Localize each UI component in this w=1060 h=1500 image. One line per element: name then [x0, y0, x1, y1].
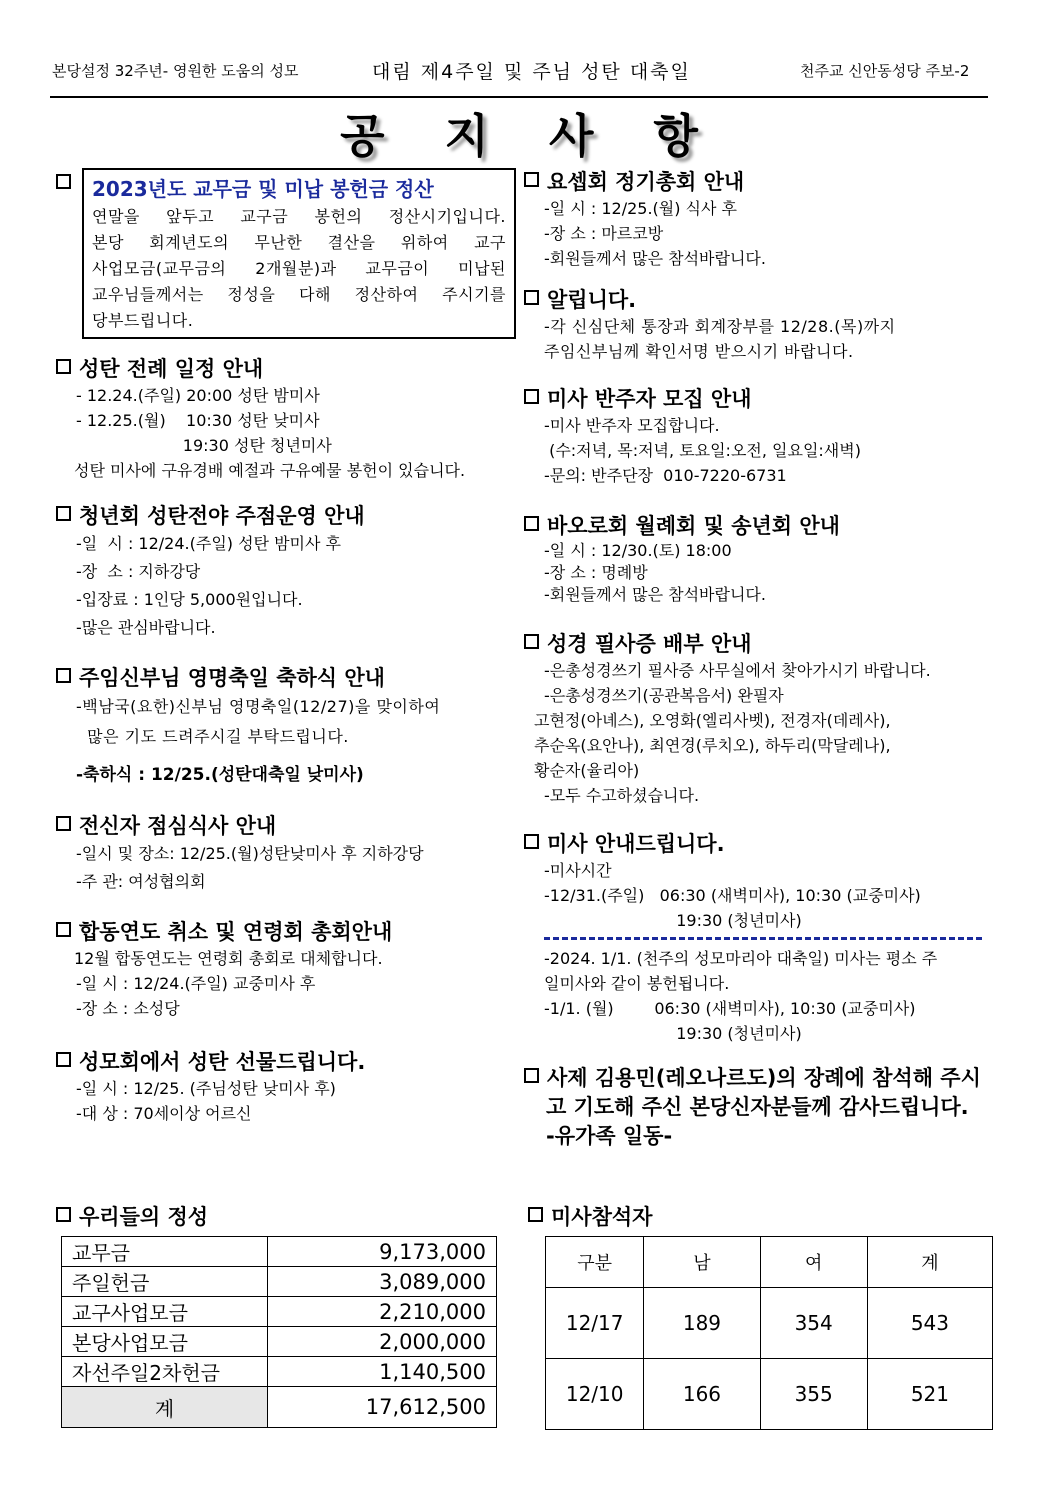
- section-line: -주 관: 여성협의회: [76, 872, 206, 891]
- right-column: [524, 168, 984, 1151]
- announcement-section: [524, 286, 984, 364]
- table-header-row: [546, 1237, 993, 1288]
- section-line: -장 소 : 마르코방: [544, 224, 664, 243]
- condolence-notice: [524, 1064, 984, 1151]
- section-line: -장 소 : 지하강당: [76, 562, 201, 581]
- section-line: -각 신심단체 통장과 회계장부를 12/28.(목)까지: [544, 317, 896, 336]
- dues-line: 연말을 앞두고 교구금 봉헌의 정산시기입니다.: [92, 207, 506, 226]
- section-title: 알립니다.: [547, 288, 637, 312]
- section-line: -일 시 : 12/24.(주일) 성탄 밤미사 후: [76, 534, 342, 553]
- checkbox-icon: [56, 816, 71, 831]
- section-line: -미사시간: [544, 861, 612, 880]
- section-title: 성탄 전례 일정 안내: [79, 357, 264, 381]
- checkbox-icon: [524, 834, 539, 849]
- section-line: -2024. 1/1. (천주의 성모마리아 대축일) 미사는 평소 주: [544, 949, 938, 968]
- table-row: [62, 1267, 497, 1297]
- dues-line: 당부드립니다.: [92, 311, 194, 330]
- section-line: 고현정(아녜스), 오영화(엘리사벳), 전경자(데레사),: [534, 711, 891, 730]
- table-cell: 521: [867, 1359, 992, 1430]
- table-cell: 12/17: [546, 1288, 644, 1359]
- dashed-divider: [544, 937, 982, 940]
- table-row: [546, 1359, 993, 1430]
- dues-box: [82, 168, 516, 339]
- section-title: 전신자 점심식사 안내: [79, 814, 277, 838]
- attendance-table: [545, 1236, 993, 1430]
- checkbox-icon: [524, 389, 539, 404]
- section-line: -문의: 반주단장 010-7220-6731: [544, 466, 787, 485]
- total-value: 17,612,500: [268, 1387, 497, 1428]
- section-line: -일 시 : 12/25.(월) 식사 후: [544, 199, 738, 218]
- section-line: 12월 합동연도는 연령회 총회로 대체합니다.: [74, 949, 383, 968]
- offerings-heading: [56, 1203, 208, 1231]
- section-line: -미사 반주자 모집합니다.: [544, 416, 720, 435]
- table-row: [62, 1357, 497, 1387]
- section-line: 19:30 성탄 청년미사: [76, 436, 332, 455]
- column-header: 구분: [546, 1237, 644, 1288]
- page-title: 공 지 사 항: [340, 109, 720, 163]
- header-center: 대림 제4주일 및 주님 성탄 대축일: [372, 61, 691, 83]
- section-line: -장 소 : 명례방: [544, 563, 648, 582]
- table-row: [62, 1297, 497, 1327]
- section-line: 많은 기도 드려주시길 부탁드립니다.: [76, 727, 349, 746]
- table-row: [546, 1288, 993, 1359]
- section-title: 미사 반주자 모집 안내: [547, 387, 752, 411]
- table-cell: 166: [644, 1359, 760, 1430]
- table-cell: 354: [760, 1288, 867, 1359]
- paul-section: [524, 512, 984, 606]
- section-line: -일 시 : 12/30.(토) 18:00: [544, 541, 732, 560]
- section-line: 성탄 미사에 구유경배 예절과 구유예물 봉헌이 있습니다.: [74, 461, 466, 480]
- section-title: 청년회 성탄전야 주점운영 안내: [79, 504, 365, 528]
- table-row: [62, 1237, 497, 1267]
- gift-section: [56, 1048, 516, 1126]
- section-line: -회원들께서 많은 참석바랍니다.: [544, 585, 766, 604]
- checkbox-icon: [524, 172, 539, 187]
- youth-pub-section: [56, 502, 516, 642]
- row-label: 본당사업모금: [62, 1327, 268, 1357]
- column-header: 여: [760, 1237, 867, 1288]
- header-left: 본당설정 32주년- 영원한 도움의 성모: [52, 62, 299, 80]
- table-cell: 543: [867, 1288, 992, 1359]
- section-line: 일미사와 같이 봉헌됩니다.: [544, 974, 730, 993]
- column-header: 계: [867, 1237, 992, 1288]
- section-line: 추순옥(요안나), 최연경(루치오), 하두리(막달레나),: [534, 736, 891, 755]
- section-title: 성경 필사증 배부 안내: [547, 632, 752, 656]
- section-line: -일시 및 장소: 12/25.(월)성탄낮미사 후 지하강당: [76, 844, 424, 863]
- checkbox-icon: [56, 668, 71, 683]
- section-line: 19:30 (청년미사): [544, 911, 802, 930]
- table-cell: 12/10: [546, 1359, 644, 1430]
- checkbox-icon: [528, 1207, 543, 1222]
- section-title: 성모회에서 성탄 선물드립니다.: [79, 1050, 366, 1074]
- row-value: 1,140,500: [268, 1357, 497, 1387]
- section-line: -은총성경쓰기 필사증 사무실에서 찾아가시기 바랍니다.: [544, 661, 931, 680]
- notice-line: 사제 김용민(레오나르도)의 장례에 참석해 주시: [547, 1066, 981, 1090]
- header-rule: [50, 96, 988, 98]
- section-line: -대 상 : 70세이상 어르신: [76, 1104, 252, 1123]
- lunch-section: [56, 812, 516, 896]
- checkbox-icon: [56, 506, 71, 521]
- section-line: -입장료 : 1인당 5,000원입니다.: [76, 590, 303, 609]
- section-title: 요셉회 정기총회 안내: [547, 170, 745, 194]
- section-line: -일 시 : 12/24.(주일) 교중미사 후: [76, 974, 316, 993]
- section-line: (수:저녁, 목:저녁, 토요일:오전, 일요일:새벽): [544, 441, 861, 460]
- column-header: 남: [644, 1237, 760, 1288]
- section-line: 주임신부님께 확인서명 받으시기 바랍니다.: [544, 342, 854, 361]
- checkbox-icon: [56, 1207, 71, 1222]
- christmas-liturgy-section: [56, 355, 516, 483]
- section-line: -은총성경쓰기(공관복음서) 완필자: [544, 686, 784, 705]
- notice-line: 고 기도해 주신 본당신자분들께 감사드립니다.: [546, 1095, 969, 1119]
- checkbox-icon: [56, 922, 71, 937]
- row-value: 9,173,000: [268, 1237, 497, 1267]
- total-row: [62, 1387, 497, 1428]
- checkbox-icon: [524, 634, 539, 649]
- dues-line: 사업모금(교무금의 2개월분)과 교무금이 미납된: [92, 259, 506, 278]
- section-line: -많은 관심바랍니다.: [76, 618, 216, 637]
- section-line: -장 소 : 소성당: [76, 999, 180, 1018]
- checkbox-icon: [524, 516, 539, 531]
- checkbox-icon: [524, 1068, 539, 1083]
- dues-line: 교우님들께서는 정성을 다해 정산하여 주시기를: [92, 285, 506, 304]
- section-title: 미사 안내드립니다.: [547, 832, 725, 856]
- section-bold-line: -축하식 : 12/25.(성탄대축일 낮미사): [76, 765, 364, 785]
- checkbox-icon: [56, 359, 71, 374]
- section-title: 합동연도 취소 및 연령회 총회안내: [79, 920, 393, 944]
- row-label: 주일헌금: [62, 1267, 268, 1297]
- mass-section: [524, 830, 984, 1046]
- dues-notice: [56, 168, 516, 336]
- section-title: 주임신부님 영명축일 축하식 안내: [79, 666, 385, 690]
- notice-line: -유가족 일동-: [546, 1124, 673, 1148]
- row-value: 2,210,000: [268, 1297, 497, 1327]
- section-line: -일 시 : 12/25. (주님성탄 낮미사 후): [76, 1079, 336, 1098]
- left-column: [56, 168, 516, 1126]
- section-line: -12/31.(주일) 06:30 (새벽미사), 10:30 (교중미사): [544, 886, 921, 905]
- memorial-section: [56, 918, 516, 1021]
- dues-line: 본당 회계년도의 무난한 결산을 위하여 교구: [92, 233, 506, 252]
- row-value: 2,000,000: [268, 1327, 497, 1357]
- checkbox-icon: [524, 290, 539, 305]
- total-label: 계: [62, 1387, 268, 1428]
- section-line: -회원들께서 많은 참석바랍니다.: [544, 249, 766, 268]
- accompanist-section: [524, 385, 984, 488]
- section-line: -모두 수고하셨습니다.: [544, 786, 700, 805]
- offerings-title: 우리들의 정성: [79, 1205, 209, 1229]
- table-cell: 189: [644, 1288, 760, 1359]
- section-line: - 12.25.(월) 10:30 성탄 낮미사: [76, 411, 320, 430]
- section-line: 황순자(율리아): [534, 761, 640, 780]
- row-value: 3,089,000: [268, 1267, 497, 1297]
- joseph-section: [524, 168, 984, 271]
- section-title: 바오로회 월례회 및 송년회 안내: [547, 514, 840, 538]
- section-line: 19:30 (청년미사): [544, 1024, 802, 1043]
- row-label: 교구사업모금: [62, 1297, 268, 1327]
- section-line: -1/1. (월) 06:30 (새벽미사), 10:30 (교중미사): [544, 999, 916, 1018]
- attendance-title: 미사참석자: [551, 1205, 653, 1229]
- bible-section: [524, 630, 984, 808]
- table-row: [62, 1327, 497, 1357]
- feast-day-section: [56, 664, 516, 790]
- dues-title: 2023년도 교무금 및 미납 봉헌금 정산: [92, 177, 434, 201]
- section-line: -백남국(요한)신부님 영명축일(12/27)을 맞이하여: [76, 697, 441, 716]
- header-right: 천주교 신안동성당 주보-2: [800, 62, 970, 80]
- section-line: - 12.24.(주일) 20:00 성탄 밤미사: [76, 386, 320, 405]
- row-label: 자선주일2차헌금: [62, 1357, 268, 1387]
- attendance-heading: [528, 1203, 652, 1231]
- offerings-table: [61, 1236, 497, 1428]
- table-cell: 355: [760, 1359, 867, 1430]
- checkbox-icon: [56, 174, 71, 189]
- row-label: 교무금: [62, 1237, 268, 1267]
- checkbox-icon: [56, 1052, 71, 1067]
